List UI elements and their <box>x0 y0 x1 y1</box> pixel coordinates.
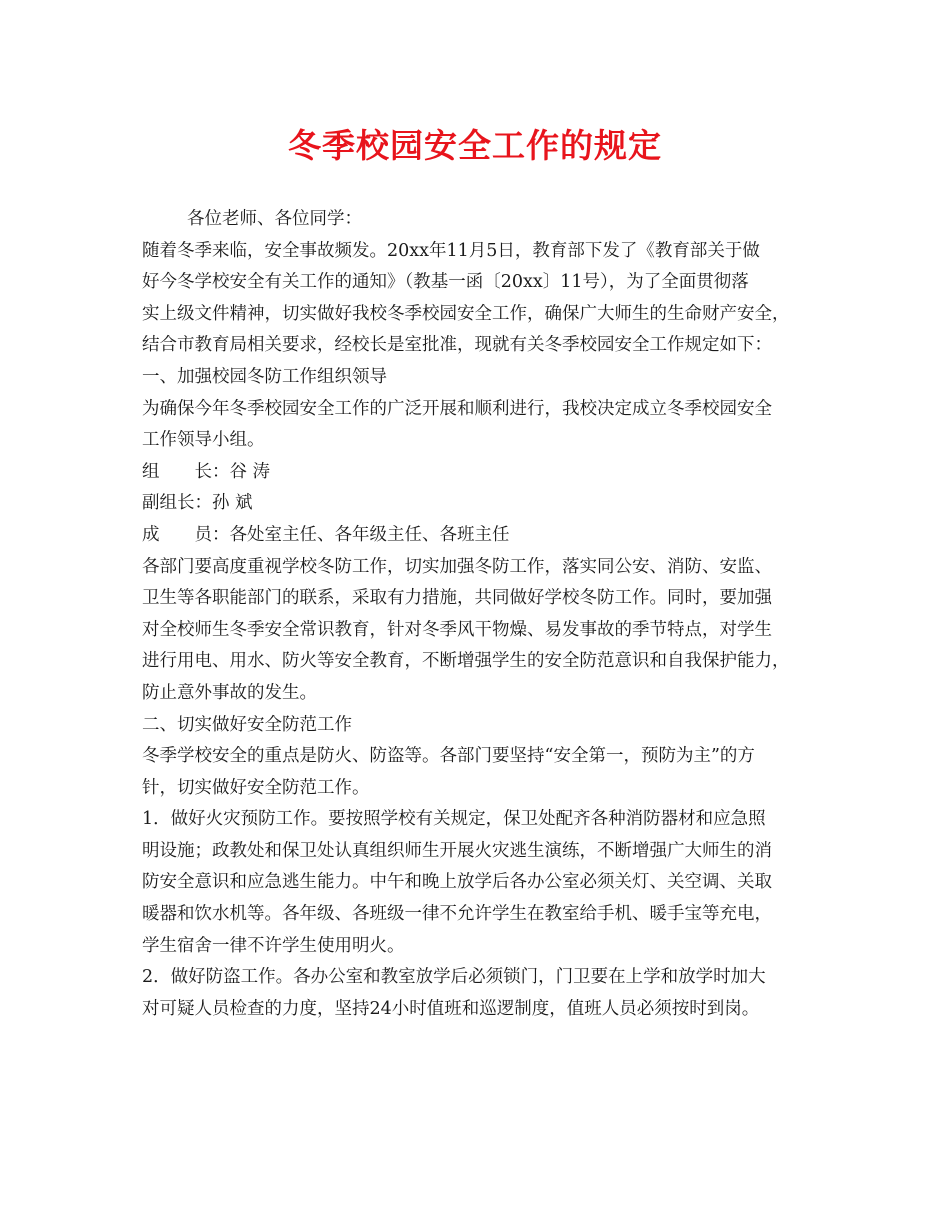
body-line: 好今冬学校安全有关工作的通知》（教基一函〔20xx〕11号），为了全面贯彻落 <box>142 272 749 293</box>
section-heading-1: 一、加强校园冬防工作组织领导 <box>142 366 387 387</box>
body-line: 各部门要高度重视学校冬防工作，切实加强冬防工作，落实同公安、消防、安监、 <box>142 556 772 577</box>
item-line: 1．做好火灾预防工作。要按照学校有关规定，保卫处配齐各种消防器材和应急照 <box>142 809 766 830</box>
members-line: 成 员：各处室主任、各年级主任、各班主任 <box>142 524 510 545</box>
document-body <box>142 204 822 1025</box>
body-line: 实上级文件精神，切实做好我校冬季校园安全工作，确保广大师生的生命财产安全， <box>142 303 790 324</box>
leader-line: 组 长：谷 涛 <box>142 461 271 482</box>
body-line: 暖器和饮水机等。各年级、各班级一律不允许学生在教室给手机、暖手宝等充电， <box>142 904 772 925</box>
body-line: 进行用电、用水、防火等安全教育，不断增强学生的安全防范意识和自我保护能力， <box>142 651 790 672</box>
body-line: 冬季学校安全的重点是防火、防盗等。各部门要坚持“安全第一，预防为主”的方 <box>142 746 755 767</box>
body-line: 结合市教育局相关要求，经校长是室批准，现就有关冬季校园安全工作规定如下： <box>142 335 772 356</box>
body-line: 工作领导小组。 <box>142 430 265 451</box>
body-line: 为确保今年冬季校园安全工作的广泛开展和顺利进行，我校决定成立冬季校园安全 <box>142 398 772 419</box>
body-line: 防止意外事故的发生。 <box>142 682 317 703</box>
section-heading-2: 二、切实做好安全防范工作 <box>142 714 352 735</box>
deputy-leader-line: 副组长：孙 斌 <box>142 493 253 514</box>
item-line: 2．做好防盗工作。各办公室和教室放学后必须锁门，门卫要在上学和放学时加大 <box>142 967 766 988</box>
body-line: 针，切实做好安全防范工作。 <box>142 777 370 798</box>
body-line: 对可疑人员检查的力度，坚持24小时值班和巡逻制度，值班人员必须按时到岗。 <box>142 998 760 1019</box>
document-title: 冬季校园安全工作的规定 <box>288 126 662 165</box>
salutation-line: 各位老师、各位同学： <box>187 209 362 229</box>
body-line: 对全校师生冬季安全常识教育，针对冬季风干物燥、易发事故的季节特点，对学生 <box>142 619 772 640</box>
body-line: 随着冬季来临，安全事故频发。20xx年11月5日，教育部下发了《教育部关于做 <box>142 240 760 261</box>
body-line: 明设施；政教处和保卫处认真组织师生开展火灾逃生演练，不断增强广大师生的消 <box>142 840 772 861</box>
body-line: 学生宿舍一律不许学生使用明火。 <box>142 935 405 956</box>
body-line: 防安全意识和应急逃生能力。中午和晚上放学后各办公室必须关灯、关空调、关取 <box>142 872 772 893</box>
body-line: 卫生等各职能部门的联系，采取有力措施，共同做好学校冬防工作。同时，要加强 <box>142 588 772 609</box>
